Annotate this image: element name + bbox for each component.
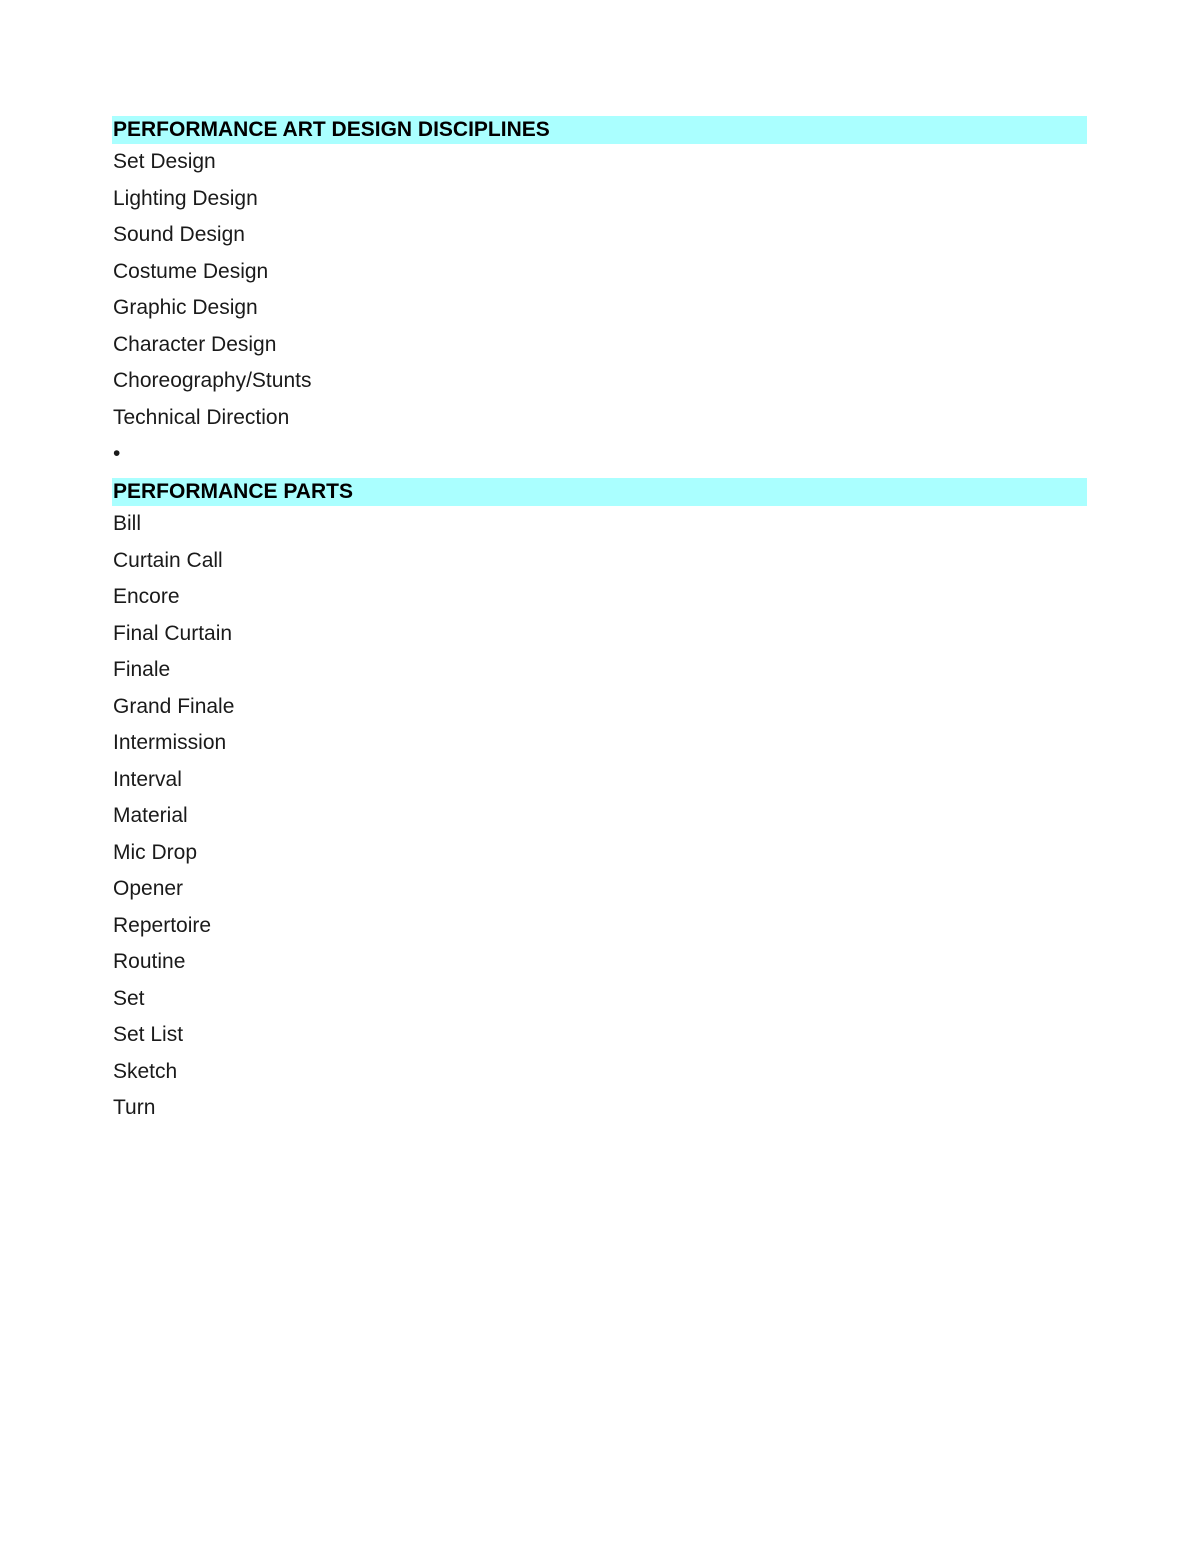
- list-item: Sound Design: [113, 223, 245, 246]
- section-design-disciplines: [112, 116, 1087, 473]
- list-item: Grand Finale: [113, 694, 235, 718]
- bullet-mark: •: [113, 442, 121, 465]
- list-item: Set Design: [113, 150, 216, 173]
- list-item: Final Curtain: [113, 621, 233, 645]
- list-item: Routine: [113, 950, 186, 973]
- section-performance-parts: [112, 478, 1087, 1127]
- list-item: Technical Direction: [113, 405, 290, 429]
- list-item: Choreography/Stunts: [113, 369, 312, 392]
- section-heading: PERFORMANCE ART DESIGN DISCIPLINES: [112, 116, 1087, 144]
- list-item: Lighting Design: [113, 186, 258, 210]
- list-item: Intermission: [113, 731, 227, 754]
- list-item: Interval: [113, 767, 182, 791]
- list-item: Curtain Call: [113, 548, 223, 572]
- list-item: Opener: [113, 877, 184, 900]
- list-item: Set: [113, 986, 145, 1010]
- list-item: Set List: [113, 1023, 184, 1046]
- list-item: Material: [113, 804, 188, 827]
- list-item: Repertoire: [113, 913, 212, 937]
- list-item: Mic Drop: [113, 840, 198, 864]
- list-item: Graphic Design: [113, 296, 258, 319]
- section-heading: PERFORMANCE PARTS: [112, 478, 1087, 506]
- list-item: Turn: [113, 1096, 156, 1119]
- list-item: Finale: [113, 658, 171, 681]
- list-item: Sketch: [113, 1059, 178, 1083]
- list-item: Bill: [113, 512, 142, 535]
- list-item: Encore: [113, 585, 180, 608]
- list-item: Character Design: [113, 332, 277, 356]
- list-item: Costume Design: [113, 259, 269, 283]
